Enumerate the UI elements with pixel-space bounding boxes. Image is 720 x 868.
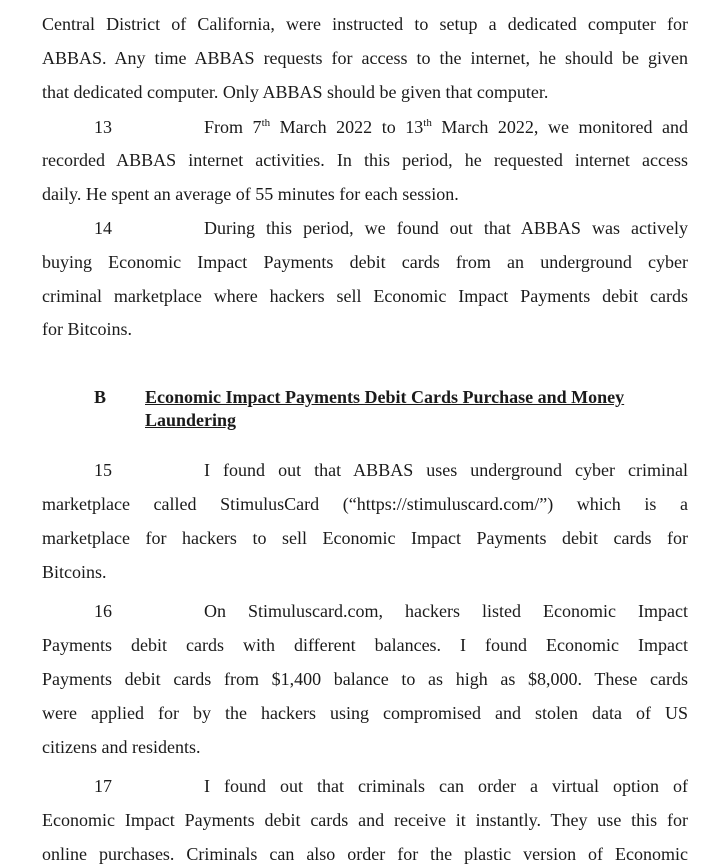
- body-line: ABBAS. Any time ABBAS requests for access to the internet, he should be given: [42, 48, 688, 68]
- body-line: that dedicated computer. Only ABBAS should be given that computer.: [42, 82, 549, 102]
- paragraph-number: 14: [94, 218, 112, 238]
- body-line: were applied for by the hackers using compromised and stolen data of US: [42, 703, 688, 723]
- body-line: Economic Impact Payments debit cards and receive it instantly. They use this for: [42, 810, 688, 830]
- paragraph-first-line: From 7th March 2022 to 13th March 2022, we monitored and: [204, 117, 688, 137]
- body-line: online purchases. Criminals can also order for the plastic version of Economic: [42, 844, 688, 864]
- paragraph-number: 17: [94, 776, 112, 796]
- paragraph-number: 13: [94, 117, 112, 137]
- body-line: criminal marketplace where hackers sell Economic Impact Payments debit cards: [42, 286, 688, 306]
- body-line: Bitcoins.: [42, 562, 107, 582]
- body-line: daily. He spent an average of 55 minutes for each session.: [42, 184, 459, 204]
- body-line: citizens and residents.: [42, 737, 201, 757]
- paragraph-number: 16: [94, 601, 112, 621]
- paragraph-first-line: I found out that criminals can order a virtual option of: [204, 776, 688, 796]
- body-line: recorded ABBAS internet activities. In this period, he requested internet access: [42, 150, 688, 170]
- body-line: marketplace called StimulusCard (“https://stimuluscard.com/”) which is a: [42, 494, 688, 514]
- section-title: Economic Impact Payments Debit Cards Purchase and Money Laundering: [145, 387, 625, 430]
- paragraph-first-line: On Stimuluscard.com, hackers listed Economic Impact: [204, 601, 688, 621]
- paragraph-first-line: During this period, we found out that ABBAS was actively: [204, 218, 688, 238]
- paragraph-number: 15: [94, 460, 112, 480]
- section-letter: B: [94, 387, 107, 407]
- body-line: buying Economic Impact Payments debit cards from an underground cyber: [42, 252, 688, 272]
- body-line: Payments debit cards from $1,400 balance to as high as $8,000. These cards: [42, 669, 688, 689]
- paragraph-first-line: I found out that ABBAS uses underground cyber criminal: [204, 460, 688, 480]
- body-line: Payments debit cards with different balances. I found Economic Impact: [42, 635, 688, 655]
- body-line: marketplace for hackers to sell Economic Impact Payments debit cards for: [42, 528, 688, 548]
- body-line: Central District of California, were instructed to setup a dedicated computer for: [42, 14, 688, 34]
- body-line: for Bitcoins.: [42, 319, 132, 339]
